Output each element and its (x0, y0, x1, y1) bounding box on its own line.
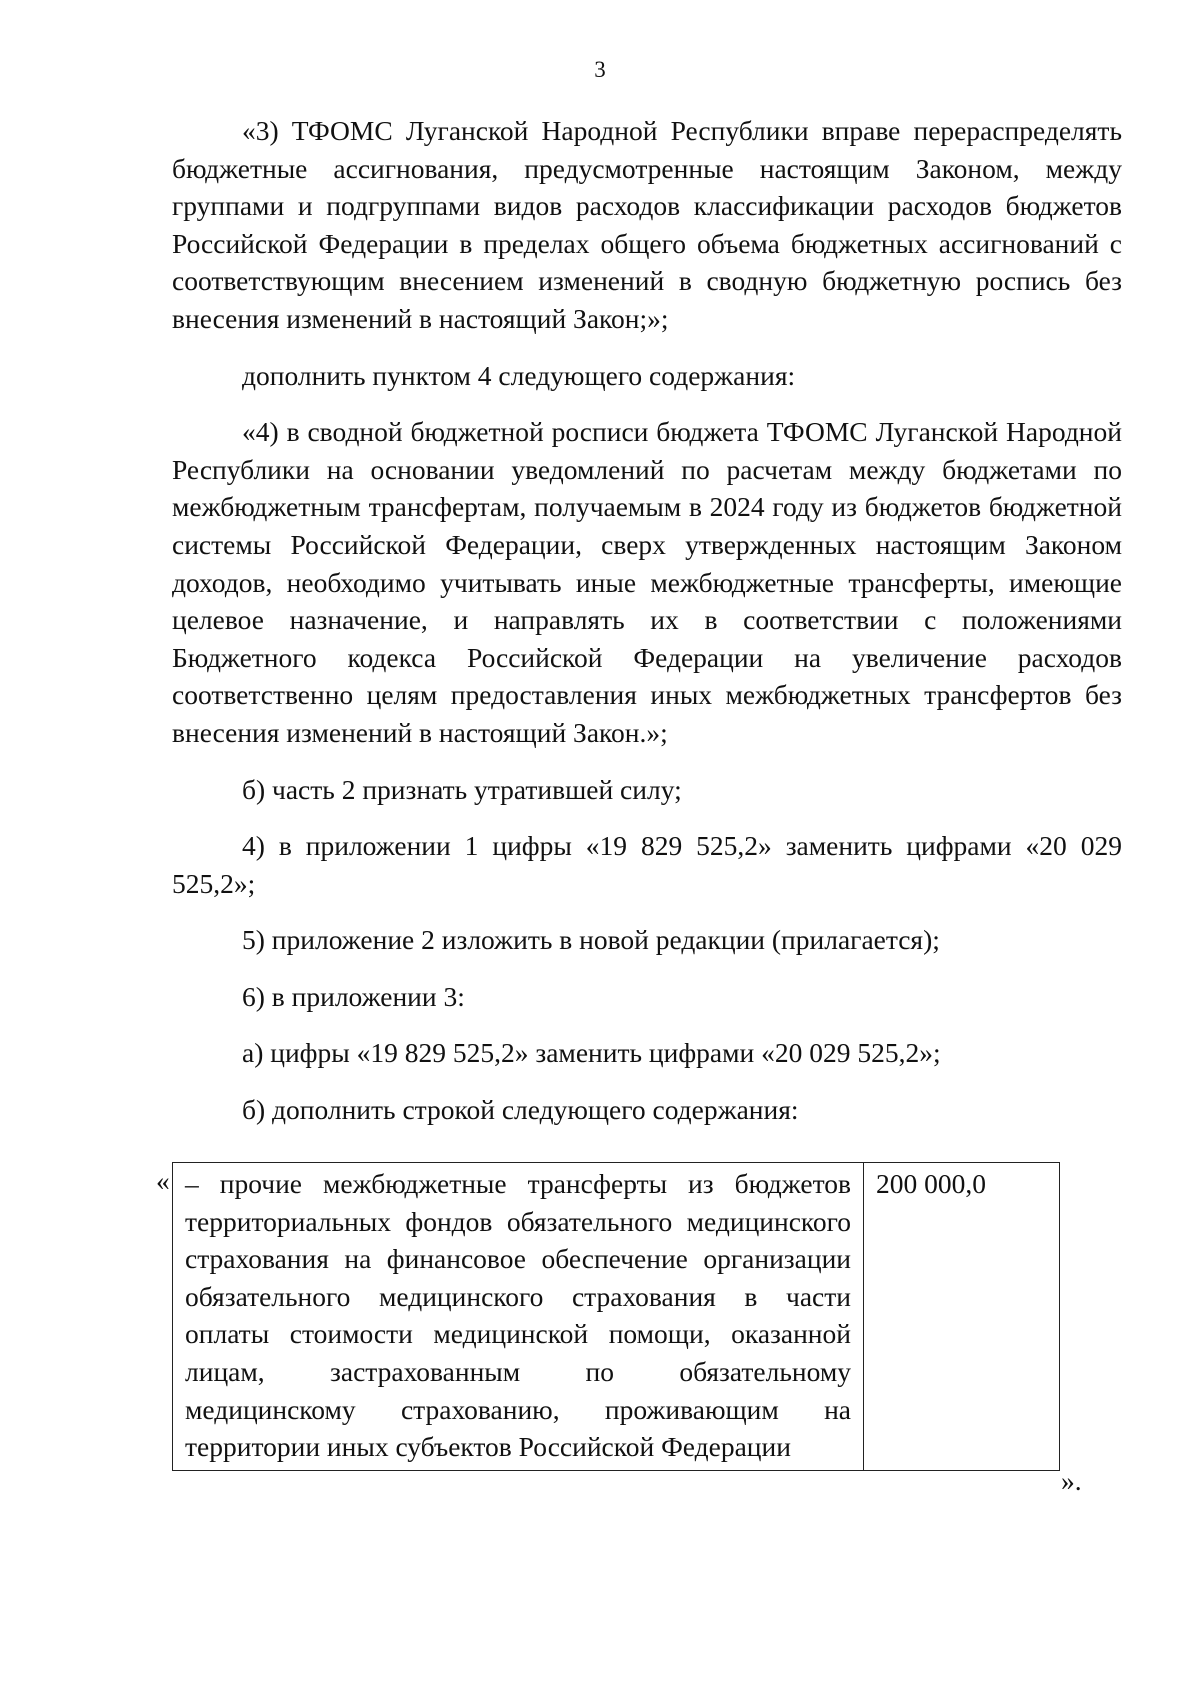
paragraph-annex-1: 4) в приложении 1 цифры «19 829 525,2» заменить цифрами «20 029 525,2»; (172, 830, 1122, 899)
table-row (173, 1163, 1060, 1471)
paragraph-clause-3: «3) ТФОМС Луганской Народной Республики вправе перераспределять бюджетные ассигнования, предусмотренные настоящим Законом, между группами и подгруппами видов расходов классификации расходов бюджетов Российской Федерации в пределах общего объема бюджетных ассигнований с соответствующим внесением изменений в сводную бюджетную роспись без внесения изменений в настоящий Закон;»; (172, 115, 1122, 334)
paragraph-part-2-void: б) часть 2 признать утратившей силу; (242, 773, 682, 805)
opening-quote: « (156, 1165, 170, 1196)
paragraph-annex-3-a: а) цифры «19 829 525,2» заменить цифрами «20 029 525,2»; (242, 1037, 941, 1069)
inserted-row-block (156, 1162, 1142, 1496)
row-amount: 200 000,0 (864, 1163, 1060, 1471)
inserted-row-table (172, 1162, 1060, 1471)
closing-quote: ». (1061, 1465, 1082, 1496)
paragraph-annex-3: 6) в приложении 3: (242, 980, 465, 1012)
page-number: 3 (594, 57, 606, 82)
paragraph-annex-2: 5) приложение 2 изложить в новой редакции (прилагается); (242, 924, 940, 956)
row-description: – прочие межбюджетные трансферты из бюджетов территориальных фондов обязательного медицинского страхования на финансовое обеспечение организации обязательного медицинского страхования в части оплаты стоимости медицинской помощи, оказанной лицам, застрахованным по обязательному медицинскому страхованию, проживающим на территории иных субъектов Российской Федерации (173, 1163, 864, 1471)
document-body (172, 112, 1122, 1148)
paragraph-clause-4: «4) в сводной бюджетной росписи бюджета ТФОМС Луганской Народной Республики на основании уведомлений по расчетам между бюджетами по межбюджетным трансфертам, получаемым в 2024 году из бюджетов бюджетной системы Российской Федерации, сверх утвержденных настоящим Законом доходов, необходимо учитывать иные межбюджетные трансферты, имеющие целевое назначение, и направлять их в соответствии с положениями Бюджетного кодекса Российской Федерации на увеличение расходов соответственно целям предоставления иных межбюджетных трансфертов без внесения изменений в настоящий Закон.»; (172, 416, 1122, 748)
paragraph-annex-3-b: б) дополнить строкой следующего содержания: (242, 1094, 799, 1126)
paragraph-add-clause-4: дополнить пунктом 4 следующего содержания: (242, 359, 796, 391)
